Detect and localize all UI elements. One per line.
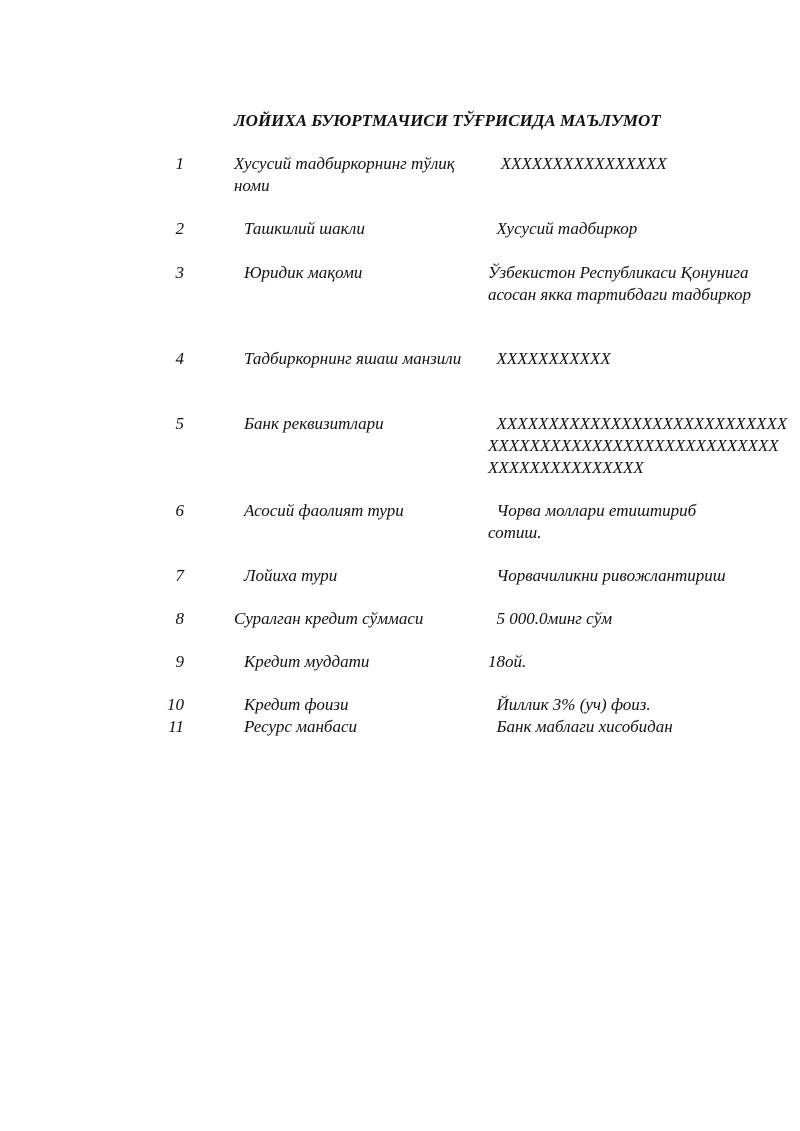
document-title: ЛОЙИХА БУЮРТМАЧИСИ ТЎҒРИСИДА МАЪЛУМОТ <box>234 111 661 130</box>
row-label: Тадбиркорнинг яшаш манзили <box>244 349 462 368</box>
row-label: Юридик мақоми <box>244 263 363 282</box>
row-value: XXXXXXXXXXXXXXXXXXXXXXXXXXXXXXXXXXXXXXXXXXXXXXXXXXXXXXXXXXXXXXXXXXXXXXX <box>488 414 788 477</box>
row-value: Йиллик 3% (уч) фоиз. <box>488 695 651 714</box>
row-number: 8 <box>175 609 184 628</box>
row-number: 4 <box>175 349 184 368</box>
row-number: 9 <box>175 652 184 671</box>
row-number: 2 <box>175 219 184 238</box>
row-number: 7 <box>175 566 184 585</box>
row-label: Кредит фоизи <box>244 695 349 714</box>
row-label: Лойиха тури <box>244 566 338 585</box>
row-label: Хусусий тадбиркорнинг тўлиқ номи <box>234 154 455 195</box>
row-label: Кредит муддати <box>244 652 370 671</box>
row-label: Ресурс манбаси <box>244 717 358 736</box>
row-label: Асосий фаолият тури <box>244 501 404 520</box>
row-value: XXXXXXXXXXX <box>488 349 611 368</box>
row-value: Чорвачиликни ривожлантириш <box>488 566 726 585</box>
row-number: 1 <box>175 154 184 173</box>
row-value: XXXXXXXXXXXXXXXX <box>488 154 667 173</box>
row-label: Банк реквизитлари <box>244 414 384 433</box>
row-label: Ташкилий шакли <box>244 219 365 238</box>
row-value: Банк маблаги хисобидан <box>488 717 673 736</box>
row-number: 11 <box>168 717 184 736</box>
row-value: 18ой. <box>488 652 527 671</box>
row-value: Хусусий тадбиркор <box>488 219 638 238</box>
row-value: Чорва моллари етиштириб сотиш. <box>488 501 701 542</box>
row-number: 5 <box>175 414 184 433</box>
row-number: 10 <box>167 695 184 714</box>
row-number: 3 <box>175 263 184 282</box>
row-label: Суралган кредит сўммаси <box>234 609 424 628</box>
row-value: 5 000.0минг сўм <box>488 609 613 628</box>
row-number: 6 <box>175 501 184 520</box>
row-value: Ўзбекистон Республикаси Қонунига асосан якка тартибдаги тадбиркор <box>488 263 753 304</box>
